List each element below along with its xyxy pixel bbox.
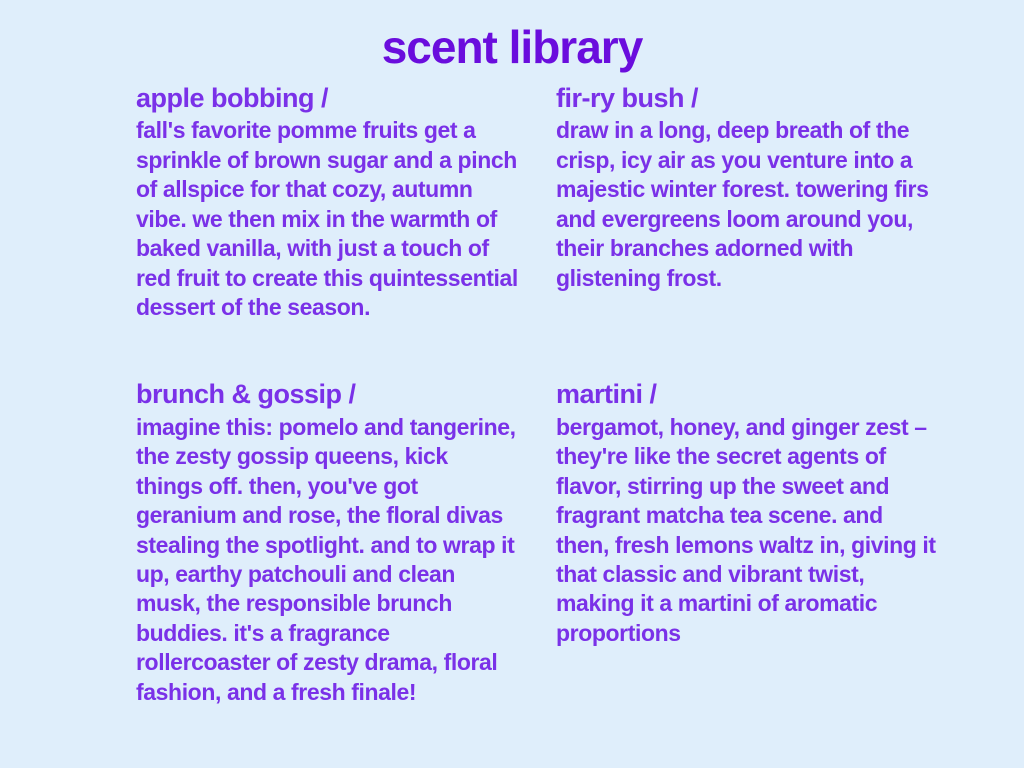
scent-entry-title: apple bobbing /	[136, 83, 328, 113]
scent-entry-description: imagine this: pomelo and tangerine, the zesty gossip queens, kick things off. then, you've got geranium and rose, the floral divas stealing the spotlight. and to wrap it up, earthy patchouli and clean musk, the responsible brunch buddies. it's a fragrance rollercoaster of zesty drama, floral fashion, and a fresh finale!	[136, 413, 516, 705]
scent-entry-description: bergamot, honey, and ginger zest – they're like the secret agents of flavor, stirring up the sweet and fragrant matcha tea scene. and then, fresh lemons waltz in, giving it that classic and vibrant twist, making it a martini of aromatic proportions	[556, 413, 936, 646]
scent-entry-apple-bobbing	[136, 82, 518, 322]
scent-entry-brunch-and-gossip	[136, 378, 518, 707]
scent-entry-title: brunch & gossip /	[136, 379, 356, 410]
page-title: scent library	[381, 21, 643, 73]
scent-entry-title: fir-ry bush /	[556, 83, 699, 113]
scent-entry-martini	[556, 378, 938, 707]
scent-entry-description: fall's favorite pomme fruits get a sprinkle of brown sugar and a pinch of allspice for that cozy, autumn vibe. we then mix in the warmth of baked vanilla, with just a touch of red fruit to create this quintessential dessert of the season.	[136, 117, 518, 321]
entries-grid	[136, 82, 956, 741]
scent-entry-fir-ry-bush	[556, 82, 938, 322]
scent-entry-title: martini /	[556, 379, 657, 410]
scent-entry-description: draw in a long, deep breath of the crisp, icy air as you venture into a majestic winter forest. towering firs and evergreens loom around you, their branches adorned with glistening frost.	[556, 117, 929, 291]
row-divider	[136, 356, 956, 378]
